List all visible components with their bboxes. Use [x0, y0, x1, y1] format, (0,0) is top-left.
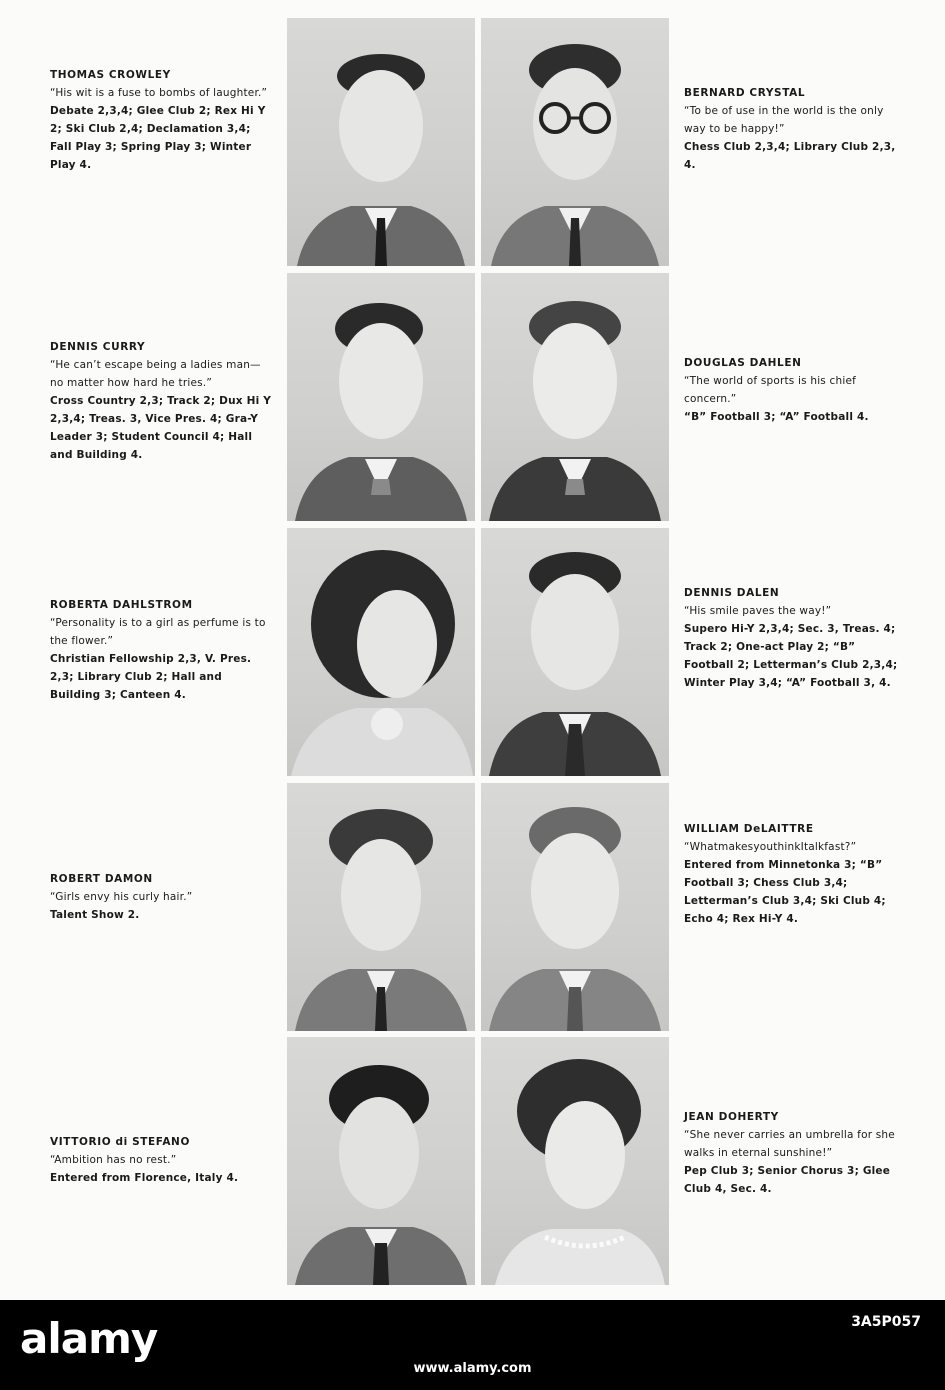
portrait-bernard-crystal [481, 18, 669, 266]
student-activities: Supero Hi-Y 2,3,4; Sec. 3, Treas. 4; Track 2; One-act Play 2; “B” Football 2; Letterman’s Club 2,3,4; Winter Play 3,4; “A” Football 3, 4. [684, 623, 898, 689]
alamy-logo: alamy [20, 1314, 158, 1363]
student-activities: Entered from Florence, Italy 4. [50, 1172, 239, 1184]
student-name: VITTORIO di STEFANO [50, 1136, 190, 1148]
image-id: 3A5P057 [851, 1314, 921, 1330]
student-activities: Entered from Minnetonka 3; “B” Football 3; Chess Club 3,4; Letterman’s Club 3,4; Ski Club 4; Echo 4; Rex Hi-Y 4. [684, 859, 886, 925]
student-entry-douglas-dahlen [684, 354, 898, 426]
portrait-douglas-dahlen [481, 273, 669, 521]
site-url: www.alamy.com [413, 1361, 532, 1376]
student-quote: “WhatmakesyouthinkItalkfast?” [684, 841, 857, 853]
student-quote: “Girls envy his curly hair.” [50, 891, 193, 903]
student-entry-william-delaittre [684, 820, 898, 928]
student-name: DENNIS CURRY [50, 341, 146, 353]
student-name: ROBERT DAMON [50, 873, 153, 885]
student-quote: “The world of sports is his chief concern.” [684, 375, 857, 405]
student-entry-jean-doherty [684, 1108, 898, 1198]
student-quote: “Personality is to a girl as perfume is to the flower.” [50, 617, 266, 647]
student-name: JEAN DOHERTY [684, 1111, 779, 1123]
student-activities: Cross Country 2,3; Track 2; Dux Hi Y 2,3,4; Treas. 3, Vice Pres. 4; Gra-Y Leader 3; Student Council 4; Hall and Building 4. [50, 395, 272, 461]
student-entry-vittorio-di-stefano [50, 1133, 272, 1187]
watermark-footer [0, 1300, 945, 1390]
student-entry-dennis-curry [50, 338, 272, 464]
student-name: WILLIAM DeLAITTRE [684, 823, 814, 835]
student-quote: “He can’t escape being a ladies man—no matter how hard he tries.” [50, 359, 261, 389]
student-entry-roberta-dahlstrom [50, 596, 272, 704]
portrait-roberta-dahlstrom [287, 528, 475, 776]
student-entry-bernard-crystal [684, 84, 898, 174]
student-quote: “His wit is a fuse to bombs of laughter.” [50, 87, 268, 99]
portrait-dennis-dalen [481, 528, 669, 776]
student-quote: “Ambition has no rest.” [50, 1154, 177, 1166]
student-activities: Talent Show 2. [50, 909, 140, 921]
portrait-jean-doherty [481, 1037, 669, 1285]
portrait-robert-damon [287, 783, 475, 1031]
student-name: DENNIS DALEN [684, 587, 780, 599]
student-entry-thomas-crowley [50, 66, 272, 174]
portrait-vittorio-di-stefano [287, 1037, 475, 1285]
student-quote: “To be of use in the world is the only way to be happy!” [684, 105, 884, 135]
portrait-dennis-curry [287, 273, 475, 521]
student-activities: Christian Fellowship 2,3, V. Pres. 2,3; Library Club 2; Hall and Building 3; Canteen 4. [50, 653, 252, 701]
student-entry-robert-damon [50, 870, 272, 924]
student-quote: “She never carries an umbrella for she walks in eternal sunshine!” [684, 1129, 895, 1159]
student-entry-dennis-dalen [684, 584, 898, 692]
student-activities: Pep Club 3; Senior Chorus 3; Glee Club 4, Sec. 4. [684, 1165, 891, 1195]
student-quote: “His smile paves the way!” [684, 605, 832, 617]
student-activities: Debate 2,3,4; Glee Club 2; Rex Hi Y 2; Ski Club 2,4; Declamation 3,4; Fall Play 3; Spring Play 3; Winter Play 4. [50, 105, 266, 171]
student-activities: Chess Club 2,3,4; Library Club 2,3, 4. [684, 141, 896, 171]
student-activities: “B” Football 3; “A” Football 4. [684, 411, 869, 423]
student-name: BERNARD CRYSTAL [684, 87, 806, 99]
student-name: THOMAS CROWLEY [50, 69, 171, 81]
portrait-william-delaittre [481, 783, 669, 1031]
student-name: ROBERTA DAHLSTROM [50, 599, 193, 611]
portrait-thomas-crowley [287, 18, 475, 266]
student-name: DOUGLAS DAHLEN [684, 357, 802, 369]
